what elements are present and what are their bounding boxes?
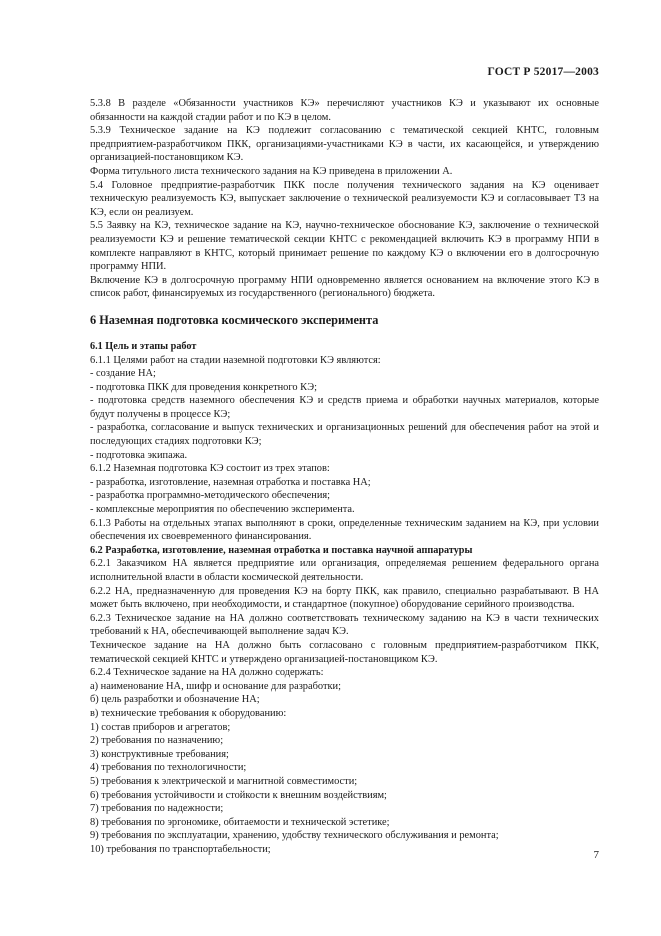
paragraph: Техническое задание на НА должно быть согласовано с головным предприятием-разработчиком ПКК, тематической секцией КНТС и утверждено организацией-постановщиком КЭ. xyxy=(90,639,599,665)
paragraph: - разработка программно-методического обеспечения; xyxy=(90,490,331,502)
paragraph: 5.3.8 В разделе «Обязанности участников КЭ» перечисляют участников КЭ и указывают их основные обязанности на каждой стадии работ и по КЭ в целом. xyxy=(90,98,599,123)
paragraph: - создание НА; xyxy=(90,368,156,380)
paragraph: 3) конструктивные требования; xyxy=(90,748,229,760)
paragraph: в) технические требования к оборудованию: xyxy=(90,707,287,719)
paragraph: 5.5 Заявку на КЭ, техническое задание на КЭ, научно-техническое обоснование КЭ, заключение о технической реализуемости КЭ и решение тематической секции КНТС с рекомендацией включить КЭ в программу НПИ в комплекте направляют в КНТС, который принимает решение по каждому КЭ о включении его в долгосрочную программу НПИ. xyxy=(90,220,599,273)
paragraph: 6.2.3 Техническое задание на НА должно соответствовать техническому заданию на КЭ в части технических требований к НА, обеспечивающей выполнение задач КЭ. xyxy=(90,612,599,638)
subsection-6-2-heading: 6.2 Разработка, изготовление, наземная отработка и поставка научной аппаратуры xyxy=(90,544,473,556)
document-body xyxy=(90,97,599,856)
paragraph: - разработка, изготовление, наземная отработка и поставка НА; xyxy=(90,476,371,488)
paragraph: 1) состав приборов и агрегатов; xyxy=(90,721,231,733)
paragraph: 6) требования устойчивости и стойкости к внешним воздействиям; xyxy=(90,789,387,801)
paragraph: 6.1.3 Работы на отдельных этапах выполняют в сроки, определенные техническим заданием на КЭ, при условии обеспечения их своевременного финансирования. xyxy=(90,517,599,543)
paragraph: 10) требования по транспортабельности; xyxy=(90,843,271,855)
paragraph: б) цель разработки и обозначение НА; xyxy=(90,694,260,706)
paragraph: 6.1.2 Наземная подготовка КЭ состоит из трех этапов: xyxy=(90,463,330,475)
paragraph: 8) требования по эргономике, обитаемости и технической эстетике; xyxy=(90,816,390,828)
paragraph: - подготовка экипажа. xyxy=(90,449,188,461)
document-id-header: ГОСТ Р 52017—2003 xyxy=(487,66,599,78)
section-6-heading: 6 Наземная подготовка космического эксперимента xyxy=(90,312,379,327)
clause-5-paragraphs xyxy=(90,97,599,301)
paragraph: 9) требования по эксплуатации, хранению, удобству технического обслуживания и ремонта; xyxy=(90,830,499,842)
paragraph: 6.2.4 Техническое задание на НА должно содержать: xyxy=(90,667,324,679)
paragraph: 4) требования по технологичности; xyxy=(90,762,247,774)
paragraph: 6.2.2 НА, предназначенную для проведения КЭ на борту ПКК, как правило, специально разрабатывают. В НА может быть включено, при необходимости, и стандартное (покупное) оборудование серийного производства. xyxy=(90,585,599,611)
paragraph: 7) требования по надежности; xyxy=(90,803,224,815)
paragraph: - комплексные мероприятия по обеспечению эксперимента. xyxy=(90,504,355,516)
subsection-6-2-text xyxy=(90,557,599,856)
subsection-6-1-text xyxy=(90,354,599,544)
subsection-6-1-heading: 6.1 Цель и этапы работ xyxy=(90,340,197,352)
paragraph: - разработка, согласование и выпуск технических и организационных решений для обеспечения работ на этой и последующих стадиях подготовки КЭ; xyxy=(90,422,599,448)
paragraph: 5.3.9 Техническое задание на КЭ подлежит согласованию с тематической секцией КНТС, головным предприятием-разработчиком ПКК, организациями-участниками КЭ в части, их касающейся, и утверждению организацией-постановщиком КЭ. xyxy=(90,125,599,164)
paragraph: Форма титульного листа технического задания на КЭ приведена в приложении А. xyxy=(90,165,453,177)
paragraph: 6.1.1 Целями работ на стадии наземной подготовки КЭ являются: xyxy=(90,354,381,366)
paragraph: 6.2.1 Заказчиком НА является предприятие или организация, определяемая решением федерального органа исполнительной власти в области космической деятельности. xyxy=(90,558,599,583)
page-number: 7 xyxy=(593,849,599,861)
paragraph: а) наименование НА, шифр и основание для разработки; xyxy=(90,680,341,692)
paragraph: - подготовка средств наземного обеспечения КЭ и средств приема и обработки научных материалов, которые будут получены в процессе КЭ; xyxy=(90,395,599,420)
paragraph: 5.4 Головное предприятие-разработчик ПКК после получения технического задания на КЭ оценивает техническую реализуемость КЭ, выпускает заключение о технической реализуемости КЭ и согласовывает ТЗ на КЭ, если он реализуем. xyxy=(90,179,599,218)
paragraph: 5) требования к электрической и магнитной совместимости; xyxy=(90,775,358,787)
paragraph: - подготовка ПКК для проведения конкретного КЭ; xyxy=(90,381,317,393)
paragraph: Включение КЭ в долгосрочную программу НПИ одновременно является основанием на включение этого КЭ в список работ, финансируемых из государственного (регионального) бюджета. xyxy=(90,274,599,300)
paragraph: 2) требования по назначению; xyxy=(90,735,224,747)
